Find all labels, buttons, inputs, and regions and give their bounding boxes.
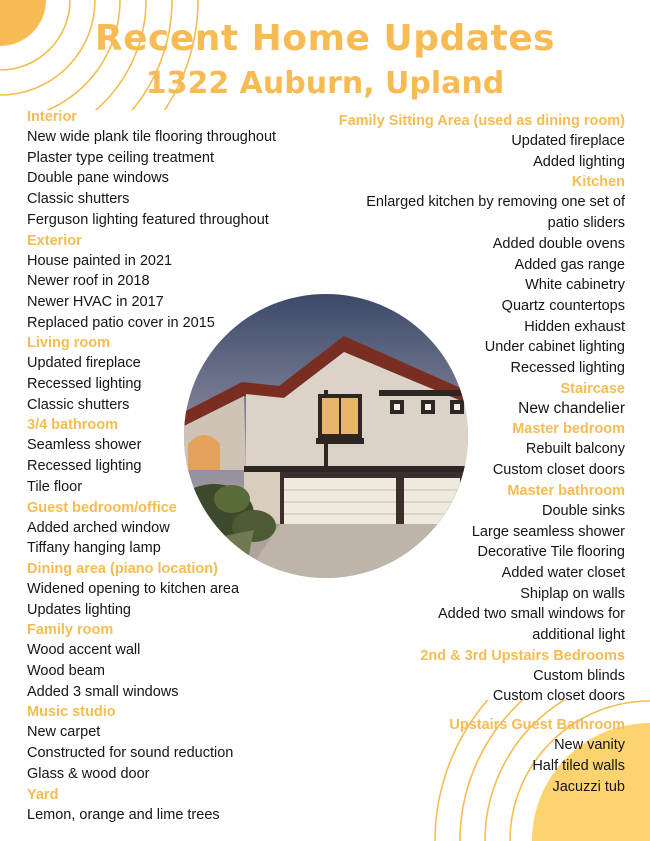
list-item: additional light [532,627,625,644]
section-2nd-3rd-upstairs-bedrooms [305,646,625,707]
section-yard [27,785,327,826]
list-item: Updated fireplace [511,133,625,149]
list-item: Plaster type ceiling treatment [27,149,214,166]
section-living-room [27,333,327,415]
section-heading: 2nd & 3rd Upstairs Bedrooms [420,647,625,664]
list-item: Widened opening to kitchen area [27,580,240,597]
list-item: Newer roof in 2018 [27,273,150,290]
list-item: New chandelier [518,399,625,417]
list-item: New wide plank tile flooring throughout [27,129,277,145]
right-column [305,111,625,797]
list-item: Double sinks [541,502,625,519]
list-item: White cabinetry [525,277,625,294]
list-item: Added arched window [27,519,170,536]
list-item: Custom closet doors [492,462,625,479]
section-exterior [27,231,327,334]
list-item: Tiffany hanging lamp [27,540,161,557]
list-item: Double pane windows [27,170,169,187]
section-heading: Living room [27,335,110,352]
list-item: Glass & wood door [27,765,150,782]
property-address: 1322 Auburn, Upland [145,66,505,101]
section-kitchen [305,172,625,378]
section-heading: Exterior [27,232,82,249]
list-item: Hidden exhaust [524,318,625,335]
list-item: Custom blinds [533,667,625,684]
section-master-bathroom [305,481,625,646]
section-family-room [27,620,327,702]
section-heading: Guest bedroom/office [27,499,177,516]
section-heading: Staircase [560,380,625,397]
section-upstairs-guest-bathroom [305,715,625,797]
list-item: Lemon, orange and lime trees [27,806,220,823]
list-item: Ferguson lighting featured throughout [27,211,269,228]
list-item: Recessed lighting [27,376,142,393]
list-item: Updates lighting [27,601,131,618]
list-item: Classic shutters [27,396,130,413]
list-item: Replaced patio cover in 2015 [27,314,215,331]
list-item: Seamless shower [27,437,142,454]
list-item: Updated fireplace [27,355,141,372]
list-item: New vanity [554,737,625,754]
list-item: Added 3 small windows [27,683,179,700]
section-heading: Dining area (piano location) [27,560,218,577]
list-item: Newer HVAC in 2017 [27,293,164,310]
page-title: Recent Home Updates [94,18,556,59]
section-heading: Family room [27,622,114,639]
list-item: patio sliders [547,215,625,232]
section-heading: Master bathroom [507,482,625,499]
section-heading: Upstairs Guest Bathroom [449,717,625,734]
section-family-sitting-area-used-as-dining-room [305,111,625,172]
list-item: Recessed lighting [510,360,625,377]
list-item: Under cabinet lighting [484,339,625,356]
section-interior [27,107,327,231]
list-item: Added gas range [514,256,625,273]
section-master-bedroom [305,419,625,480]
section-heading: 3/4 bathroom [27,417,119,434]
list-item: Half tiled walls [532,757,625,774]
section-heading: Master bedroom [512,421,625,438]
section-heading: Family Sitting Area (used as dining room) [338,113,625,129]
section-guest-bedroom-office [27,498,327,559]
list-item: House painted in 2021 [27,252,173,269]
list-item: Wood beam [27,663,105,680]
list-item: Decorative Tile flooring [477,544,625,561]
list-item: Added lighting [533,153,625,170]
list-item: Added double ovens [492,235,625,252]
list-item: New carpet [27,724,101,741]
section-3-4-bathroom [27,415,327,497]
list-item: Quartz countertops [501,297,625,314]
section-music-studio [27,702,327,784]
list-item: Large seamless shower [471,523,625,540]
list-item: Custom closet doors [492,688,625,705]
list-item: Constructed for sound reduction [27,745,234,762]
section-heading: Music studio [27,704,116,721]
list-item: Enlarged kitchen by removing one set of [366,194,625,211]
list-item: Added water closet [501,564,625,581]
list-item: Recessed lighting [27,458,142,475]
list-item: Tile floor [27,478,83,495]
list-item: Rebuilt balcony [525,441,625,458]
section-staircase [305,379,625,420]
list-item: Added two small windows for [438,606,625,623]
section-dining-area-piano-location [27,559,327,620]
section-heading: Yard [27,786,59,803]
list-item: Wood accent wall [27,642,141,659]
list-item: Jacuzzi tub [552,778,625,795]
section-heading: Interior [27,109,77,125]
list-item: Shiplap on walls [520,585,625,602]
left-column [27,107,327,825]
list-item: Classic shutters [27,191,130,208]
section-heading: Kitchen [571,174,625,191]
